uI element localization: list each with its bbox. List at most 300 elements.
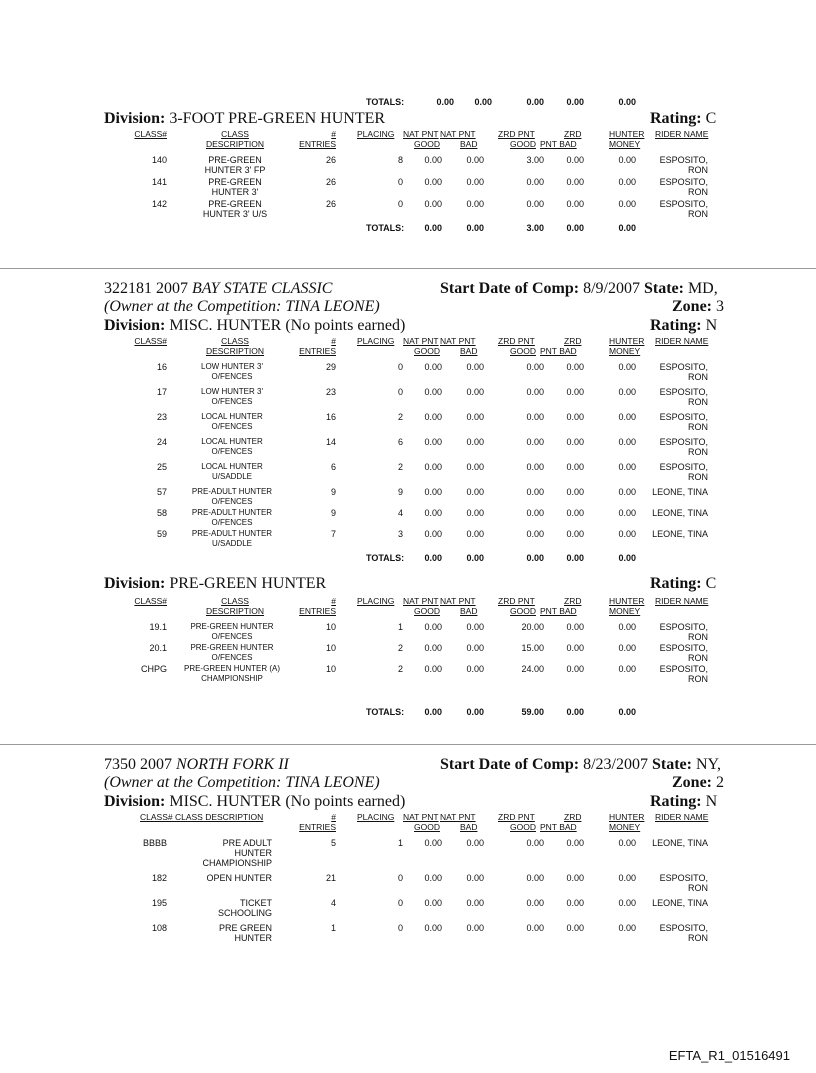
header-cell: ZRD <box>564 596 582 606</box>
nat-bad: 0.00 <box>466 155 484 165</box>
rider-name: ESPOSITO, RON <box>659 177 708 197</box>
totals-value: 0.00 <box>474 97 492 107</box>
header-cell: GOOD <box>414 606 440 616</box>
header-cell: GOOD <box>414 822 440 832</box>
rider-name: LEONE, TINA <box>652 898 708 908</box>
rider-name: LEONE, TINA <box>652 508 708 518</box>
header-cell: ZRD <box>564 129 582 139</box>
nat-bad: 0.00 <box>466 643 484 653</box>
nat-good: 0.00 <box>424 487 442 497</box>
header-cell: BAD <box>460 139 478 149</box>
zrd-bad: 0.00 <box>566 664 584 674</box>
entries: 16 <box>325 412 336 422</box>
entries: 7 <box>330 529 336 539</box>
placing: 2 <box>397 412 403 422</box>
class-number: 182 <box>151 873 167 883</box>
header-cell: CLASS# CLASS DESCRIPTION <box>140 812 264 822</box>
header-cell: NAT PNT <box>440 812 476 822</box>
header-cell: PLACING <box>357 596 395 606</box>
placing: 4 <box>397 508 403 518</box>
entries: 9 <box>330 508 336 518</box>
header-cell: PLACING <box>357 812 395 822</box>
entries: 26 <box>325 199 336 209</box>
class-number: 59 <box>156 529 167 539</box>
header-cell: NAT PNT <box>403 129 439 139</box>
table-row <box>0 437 816 462</box>
class-description: PRE-GREEN HUNTER 3' <box>208 177 262 197</box>
entries: 26 <box>325 177 336 187</box>
totals-value: 0.00 <box>466 223 484 233</box>
table-row <box>0 622 816 643</box>
nat-good: 0.00 <box>424 643 442 653</box>
column-header <box>0 129 816 153</box>
totals-row <box>0 707 816 719</box>
rider-name: ESPOSITO, RON <box>659 664 708 684</box>
hunter-money: 0.00 <box>618 838 636 848</box>
competition-title: 322181 2007 BAY STATE CLASSIC <box>104 280 333 297</box>
class-description: LOW HUNTER 3' O/FENCES <box>201 387 263 406</box>
header-cell: DESCRIPTION <box>205 346 265 356</box>
column-header <box>0 812 816 836</box>
class-description: PRE-GREEN HUNTER (A) CHAMPIONSHIP <box>183 664 280 683</box>
rider-name: ESPOSITO, RON <box>659 462 708 482</box>
totals-value: 0.00 <box>566 707 584 717</box>
header-cell: CLASS# <box>134 129 167 139</box>
class-number: 57 <box>156 487 167 497</box>
placing: 2 <box>397 643 403 653</box>
nat-good: 0.00 <box>424 923 442 933</box>
zrd-bad: 0.00 <box>566 529 584 539</box>
nat-good: 0.00 <box>424 387 442 397</box>
table-row <box>0 387 816 412</box>
zrd-good: 0.00 <box>526 873 544 883</box>
header-cell: DESCRIPTION <box>205 606 265 616</box>
header-cell: DESCRIPTION <box>205 139 265 149</box>
totals-value: 0.00 <box>424 223 442 233</box>
header-cell: NAT PNT <box>403 812 439 822</box>
rider-name: LEONE, TINA <box>652 838 708 848</box>
class-number: 142 <box>151 199 167 209</box>
class-description: PRE-GREEN HUNTER 3' U/S <box>202 199 268 219</box>
header-cell: BAD <box>460 346 478 356</box>
zrd-good: 0.00 <box>526 362 544 372</box>
class-number: 58 <box>156 508 167 518</box>
nat-good: 0.00 <box>424 873 442 883</box>
rider-name: ESPOSITO, RON <box>659 199 708 219</box>
nat-good: 0.00 <box>424 412 442 422</box>
table-row <box>0 362 816 387</box>
section-divider <box>0 744 816 745</box>
rider-name: ESPOSITO, RON <box>659 873 708 893</box>
competition-start-date: Start Date of Comp: 8/23/2007 State: NY, <box>440 756 721 773</box>
class-description: PRE-ADULT HUNTER U/SADDLE <box>191 529 273 548</box>
header-cell: PNT BAD <box>540 346 577 356</box>
totals-value: 0.00 <box>618 223 636 233</box>
nat-bad: 0.00 <box>466 664 484 674</box>
hunter-money: 0.00 <box>618 508 636 518</box>
hunter-money: 0.00 <box>618 387 636 397</box>
totals-label: TOTALS: <box>366 707 405 717</box>
nat-bad: 0.00 <box>466 412 484 422</box>
entries: 26 <box>325 155 336 165</box>
class-description: TICKET SCHOOLING <box>217 898 272 918</box>
class-number: BBBB <box>142 838 167 848</box>
division-heading: Division: PRE-GREEN HUNTER <box>104 575 327 592</box>
hunter-money: 0.00 <box>618 664 636 674</box>
nat-good: 0.00 <box>424 664 442 674</box>
placing: 0 <box>397 362 403 372</box>
header-cell: GOOD <box>510 822 536 832</box>
header-cell: # <box>331 336 336 346</box>
table-row <box>0 177 816 199</box>
nat-good: 0.00 <box>424 177 442 187</box>
totals-label: TOTALS: <box>366 97 405 107</box>
totals-value: 0.00 <box>618 553 636 563</box>
zrd-good: 20.00 <box>521 622 544 632</box>
header-cell: CLASS <box>221 596 249 606</box>
class-number: 23 <box>156 412 167 422</box>
zrd-bad: 0.00 <box>566 622 584 632</box>
totals-value: 0.00 <box>424 707 442 717</box>
totals-value: 59.00 <box>521 707 544 717</box>
zrd-bad: 0.00 <box>566 508 584 518</box>
totals-label: TOTALS: <box>366 553 405 563</box>
placing: 3 <box>397 529 403 539</box>
entries: 29 <box>325 362 336 372</box>
division-heading: Division: MISC. HUNTER (No points earned) <box>104 317 406 334</box>
class-number: CHPG <box>140 664 167 674</box>
placing: 0 <box>397 923 403 933</box>
class-description: PRE ADULT HUNTER CHAMPIONSHIP <box>202 838 272 868</box>
header-cell: ZRD PNT <box>498 129 535 139</box>
table-row <box>0 412 816 437</box>
placing: 8 <box>397 155 403 165</box>
entries: 6 <box>330 462 336 472</box>
placing: 6 <box>397 437 403 447</box>
nat-good: 0.00 <box>424 529 442 539</box>
class-description: PRE-GREEN HUNTER O/FENCES <box>190 622 274 641</box>
header-cell: CLASS <box>221 129 249 139</box>
header-cell: PLACING <box>357 336 395 346</box>
header-cell: RIDER NAME <box>655 812 709 822</box>
hunter-money: 0.00 <box>618 199 636 209</box>
nat-bad: 0.00 <box>466 508 484 518</box>
class-number: 25 <box>156 462 167 472</box>
class-description: LOCAL HUNTER O/FENCES <box>201 412 263 431</box>
hunter-money: 0.00 <box>618 412 636 422</box>
hunter-money: 0.00 <box>618 487 636 497</box>
hunter-money: 0.00 <box>618 155 636 165</box>
entries: 14 <box>325 437 336 447</box>
zrd-bad: 0.00 <box>566 437 584 447</box>
zrd-good: 3.00 <box>526 155 544 165</box>
header-cell: NAT PNT <box>403 596 439 606</box>
header-cell: CLASS <box>221 336 249 346</box>
zrd-good: 0.00 <box>526 177 544 187</box>
nat-good: 0.00 <box>424 838 442 848</box>
table-row <box>0 529 816 553</box>
header-cell: PNT BAD <box>540 139 577 149</box>
nat-bad: 0.00 <box>466 622 484 632</box>
totals-value: 0.00 <box>566 223 584 233</box>
competition-owner: (Owner at the Competition: TINA LEONE) <box>104 774 380 791</box>
entries: 9 <box>330 487 336 497</box>
nat-good: 0.00 <box>424 155 442 165</box>
division-heading: Division: MISC. HUNTER (No points earned) <box>104 793 406 810</box>
placing: 1 <box>397 838 403 848</box>
entries: 10 <box>325 643 336 653</box>
class-description: PRE-ADULT HUNTER O/FENCES <box>191 487 273 506</box>
division-heading: Division: 3-FOOT PRE-GREEN HUNTER <box>104 110 386 127</box>
placing: 0 <box>397 898 403 908</box>
zrd-bad: 0.00 <box>566 387 584 397</box>
nat-bad: 0.00 <box>466 873 484 883</box>
header-cell: GOOD <box>510 346 536 356</box>
column-header <box>0 336 816 360</box>
rider-name: ESPOSITO, RON <box>659 437 708 457</box>
nat-bad: 0.00 <box>466 437 484 447</box>
competition-start-date: Start Date of Comp: 8/9/2007 State: MD, <box>440 280 718 297</box>
placing: 0 <box>397 177 403 187</box>
zrd-bad: 0.00 <box>566 838 584 848</box>
class-number: 140 <box>151 155 167 165</box>
zrd-good: 0.00 <box>526 437 544 447</box>
class-description: PRE-ADULT HUNTER O/FENCES <box>191 508 273 527</box>
header-cell: HUNTER <box>609 336 645 346</box>
header-cell: ZRD <box>564 336 582 346</box>
rider-name: ESPOSITO, RON <box>659 923 708 943</box>
totals-row <box>0 553 816 565</box>
table-row <box>0 487 816 508</box>
zrd-good: 0.00 <box>526 412 544 422</box>
document-id: EFTA_R1_01516491 <box>668 1048 790 1063</box>
class-number: 17 <box>156 387 167 397</box>
rider-name: LEONE, TINA <box>652 487 708 497</box>
zrd-bad: 0.00 <box>566 923 584 933</box>
hunter-money: 0.00 <box>618 177 636 187</box>
rider-name: ESPOSITO, RON <box>659 387 708 407</box>
header-cell: NAT PNT <box>440 596 476 606</box>
header-cell: GOOD <box>510 139 536 149</box>
zrd-bad: 0.00 <box>566 199 584 209</box>
class-description: OPEN HUNTER <box>206 873 272 883</box>
header-cell: MONEY <box>609 822 641 832</box>
hunter-money: 0.00 <box>618 462 636 472</box>
header-cell: CLASS# <box>134 596 167 606</box>
nat-good: 0.00 <box>424 508 442 518</box>
zrd-good: 0.00 <box>526 838 544 848</box>
nat-good: 0.00 <box>424 898 442 908</box>
zrd-good: 0.00 <box>526 923 544 933</box>
zrd-good: 0.00 <box>526 508 544 518</box>
competition-title: 7350 2007 NORTH FORK II <box>104 756 289 773</box>
totals-row <box>0 223 816 235</box>
class-number: 108 <box>151 923 167 933</box>
zrd-good: 0.00 <box>526 462 544 472</box>
entries: 10 <box>325 664 336 674</box>
rider-name: ESPOSITO, RON <box>659 643 708 663</box>
zrd-good: 0.00 <box>526 898 544 908</box>
class-number: 141 <box>151 177 167 187</box>
section-divider <box>0 268 816 269</box>
nat-bad: 0.00 <box>466 177 484 187</box>
placing: 1 <box>397 622 403 632</box>
hunter-money: 0.00 <box>618 898 636 908</box>
table-row <box>0 664 816 707</box>
hunter-money: 0.00 <box>618 437 636 447</box>
nat-good: 0.00 <box>424 199 442 209</box>
header-cell: # <box>331 596 336 606</box>
nat-good: 0.00 <box>424 437 442 447</box>
nat-bad: 0.00 <box>466 387 484 397</box>
totals-value: 0.00 <box>466 553 484 563</box>
header-cell: # <box>331 129 336 139</box>
nat-good: 0.00 <box>424 622 442 632</box>
header-cell: GOOD <box>414 346 440 356</box>
table-row <box>0 873 816 898</box>
zrd-good: 15.00 <box>521 643 544 653</box>
class-description: PRE GREEN HUNTER <box>218 923 272 943</box>
header-cell: MONEY <box>609 606 641 616</box>
zrd-bad: 0.00 <box>566 643 584 653</box>
class-number: 19.1 <box>149 622 167 632</box>
hunter-money: 0.00 <box>618 873 636 883</box>
header-cell: GOOD <box>510 606 536 616</box>
entries: 10 <box>325 622 336 632</box>
division-rating: Rating: N <box>650 317 718 334</box>
competition-owner: (Owner at the Competition: TINA LEONE) <box>104 298 380 315</box>
totals-value: 0.00 <box>566 553 584 563</box>
header-cell: ENTRIES <box>299 606 336 616</box>
competition-zone: Zone: 2 <box>672 774 724 791</box>
header-cell: CLASS# <box>134 336 167 346</box>
placing: 2 <box>397 462 403 472</box>
zrd-bad: 0.00 <box>566 412 584 422</box>
rider-name: LEONE, TINA <box>652 529 708 539</box>
zrd-bad: 0.00 <box>566 362 584 372</box>
placing: 2 <box>397 664 403 674</box>
zrd-bad: 0.00 <box>566 462 584 472</box>
header-cell: PNT BAD <box>540 822 577 832</box>
nat-good: 0.00 <box>424 462 442 472</box>
rider-name: ESPOSITO, RON <box>659 155 708 175</box>
division-rating: Rating: N <box>650 793 718 810</box>
rider-name: ESPOSITO, RON <box>659 412 708 432</box>
totals-value: 0.00 <box>526 553 544 563</box>
zrd-bad: 0.00 <box>566 898 584 908</box>
header-cell: MONEY <box>609 139 641 149</box>
header-cell: NAT PNT <box>440 336 476 346</box>
zrd-good: 0.00 <box>526 487 544 497</box>
class-number: 195 <box>151 898 167 908</box>
nat-bad: 0.00 <box>466 199 484 209</box>
class-number: 16 <box>156 362 167 372</box>
header-cell: BAD <box>460 822 478 832</box>
header-cell: ENTRIES <box>299 822 336 832</box>
placing: 9 <box>397 487 403 497</box>
table-row <box>0 199 816 223</box>
header-cell: ZRD PNT <box>498 596 535 606</box>
table-row <box>0 898 816 923</box>
class-description: PRE-GREEN HUNTER O/FENCES <box>190 643 274 662</box>
header-cell: # <box>331 812 336 822</box>
rider-name: ESPOSITO, RON <box>659 622 708 642</box>
table-row <box>0 923 816 945</box>
zrd-bad: 0.00 <box>566 873 584 883</box>
totals-value: 0.00 <box>618 707 636 717</box>
header-cell: ZRD PNT <box>498 336 535 346</box>
entries: 1 <box>330 923 336 933</box>
header-cell: HUNTER <box>609 129 645 139</box>
hunter-money: 0.00 <box>618 622 636 632</box>
entries: 23 <box>325 387 336 397</box>
table-row <box>0 838 816 873</box>
class-number: 20.1 <box>149 643 167 653</box>
nat-bad: 0.00 <box>466 462 484 472</box>
class-description: LOCAL HUNTER O/FENCES <box>201 437 263 456</box>
division-rating: Rating: C <box>650 110 717 127</box>
zrd-good: 0.00 <box>526 199 544 209</box>
nat-bad: 0.00 <box>466 487 484 497</box>
entries: 5 <box>330 838 336 848</box>
zrd-good: 0.00 <box>526 529 544 539</box>
rider-name: ESPOSITO, RON <box>659 362 708 382</box>
hunter-money: 0.00 <box>618 643 636 653</box>
placing: 0 <box>397 387 403 397</box>
header-cell: HUNTER <box>609 596 645 606</box>
placing: 0 <box>397 199 403 209</box>
hunter-money: 0.00 <box>618 529 636 539</box>
header-cell: ZRD <box>564 812 582 822</box>
nat-good: 0.00 <box>424 362 442 372</box>
table-row <box>0 643 816 664</box>
entries: 21 <box>325 873 336 883</box>
totals-value: 0.00 <box>466 707 484 717</box>
zrd-good: 0.00 <box>526 387 544 397</box>
table-row <box>0 462 816 487</box>
header-cell: PNT BAD <box>540 606 577 616</box>
header-cell: MONEY <box>609 346 641 356</box>
zrd-bad: 0.00 <box>566 177 584 187</box>
zrd-bad: 0.00 <box>566 155 584 165</box>
header-cell: GOOD <box>414 139 440 149</box>
class-number: 24 <box>156 437 167 447</box>
header-cell: ZRD PNT <box>498 812 535 822</box>
header-cell: ENTRIES <box>299 139 336 149</box>
header-cell: NAT PNT <box>403 336 439 346</box>
competition-zone: Zone: 3 <box>672 298 724 315</box>
header-cell: BAD <box>460 606 478 616</box>
totals-label: TOTALS: <box>366 223 405 233</box>
table-row <box>0 155 816 177</box>
nat-bad: 0.00 <box>466 923 484 933</box>
nat-bad: 0.00 <box>466 898 484 908</box>
division-rating: Rating: C <box>650 575 717 592</box>
header-cell: RIDER NAME <box>655 336 709 346</box>
header-cell: RIDER NAME <box>655 596 709 606</box>
totals-value: 0.00 <box>424 553 442 563</box>
class-description: LOCAL HUNTER U/SADDLE <box>201 462 263 481</box>
placing: 0 <box>397 873 403 883</box>
entries: 4 <box>330 898 336 908</box>
totals-value: 0.00 <box>526 97 544 107</box>
hunter-money: 0.00 <box>618 362 636 372</box>
nat-bad: 0.00 <box>466 362 484 372</box>
class-description: PRE-GREEN HUNTER 3' FP <box>204 155 266 175</box>
totals-value: 0.00 <box>566 97 584 107</box>
header-cell: ENTRIES <box>299 346 336 356</box>
nat-bad: 0.00 <box>466 529 484 539</box>
